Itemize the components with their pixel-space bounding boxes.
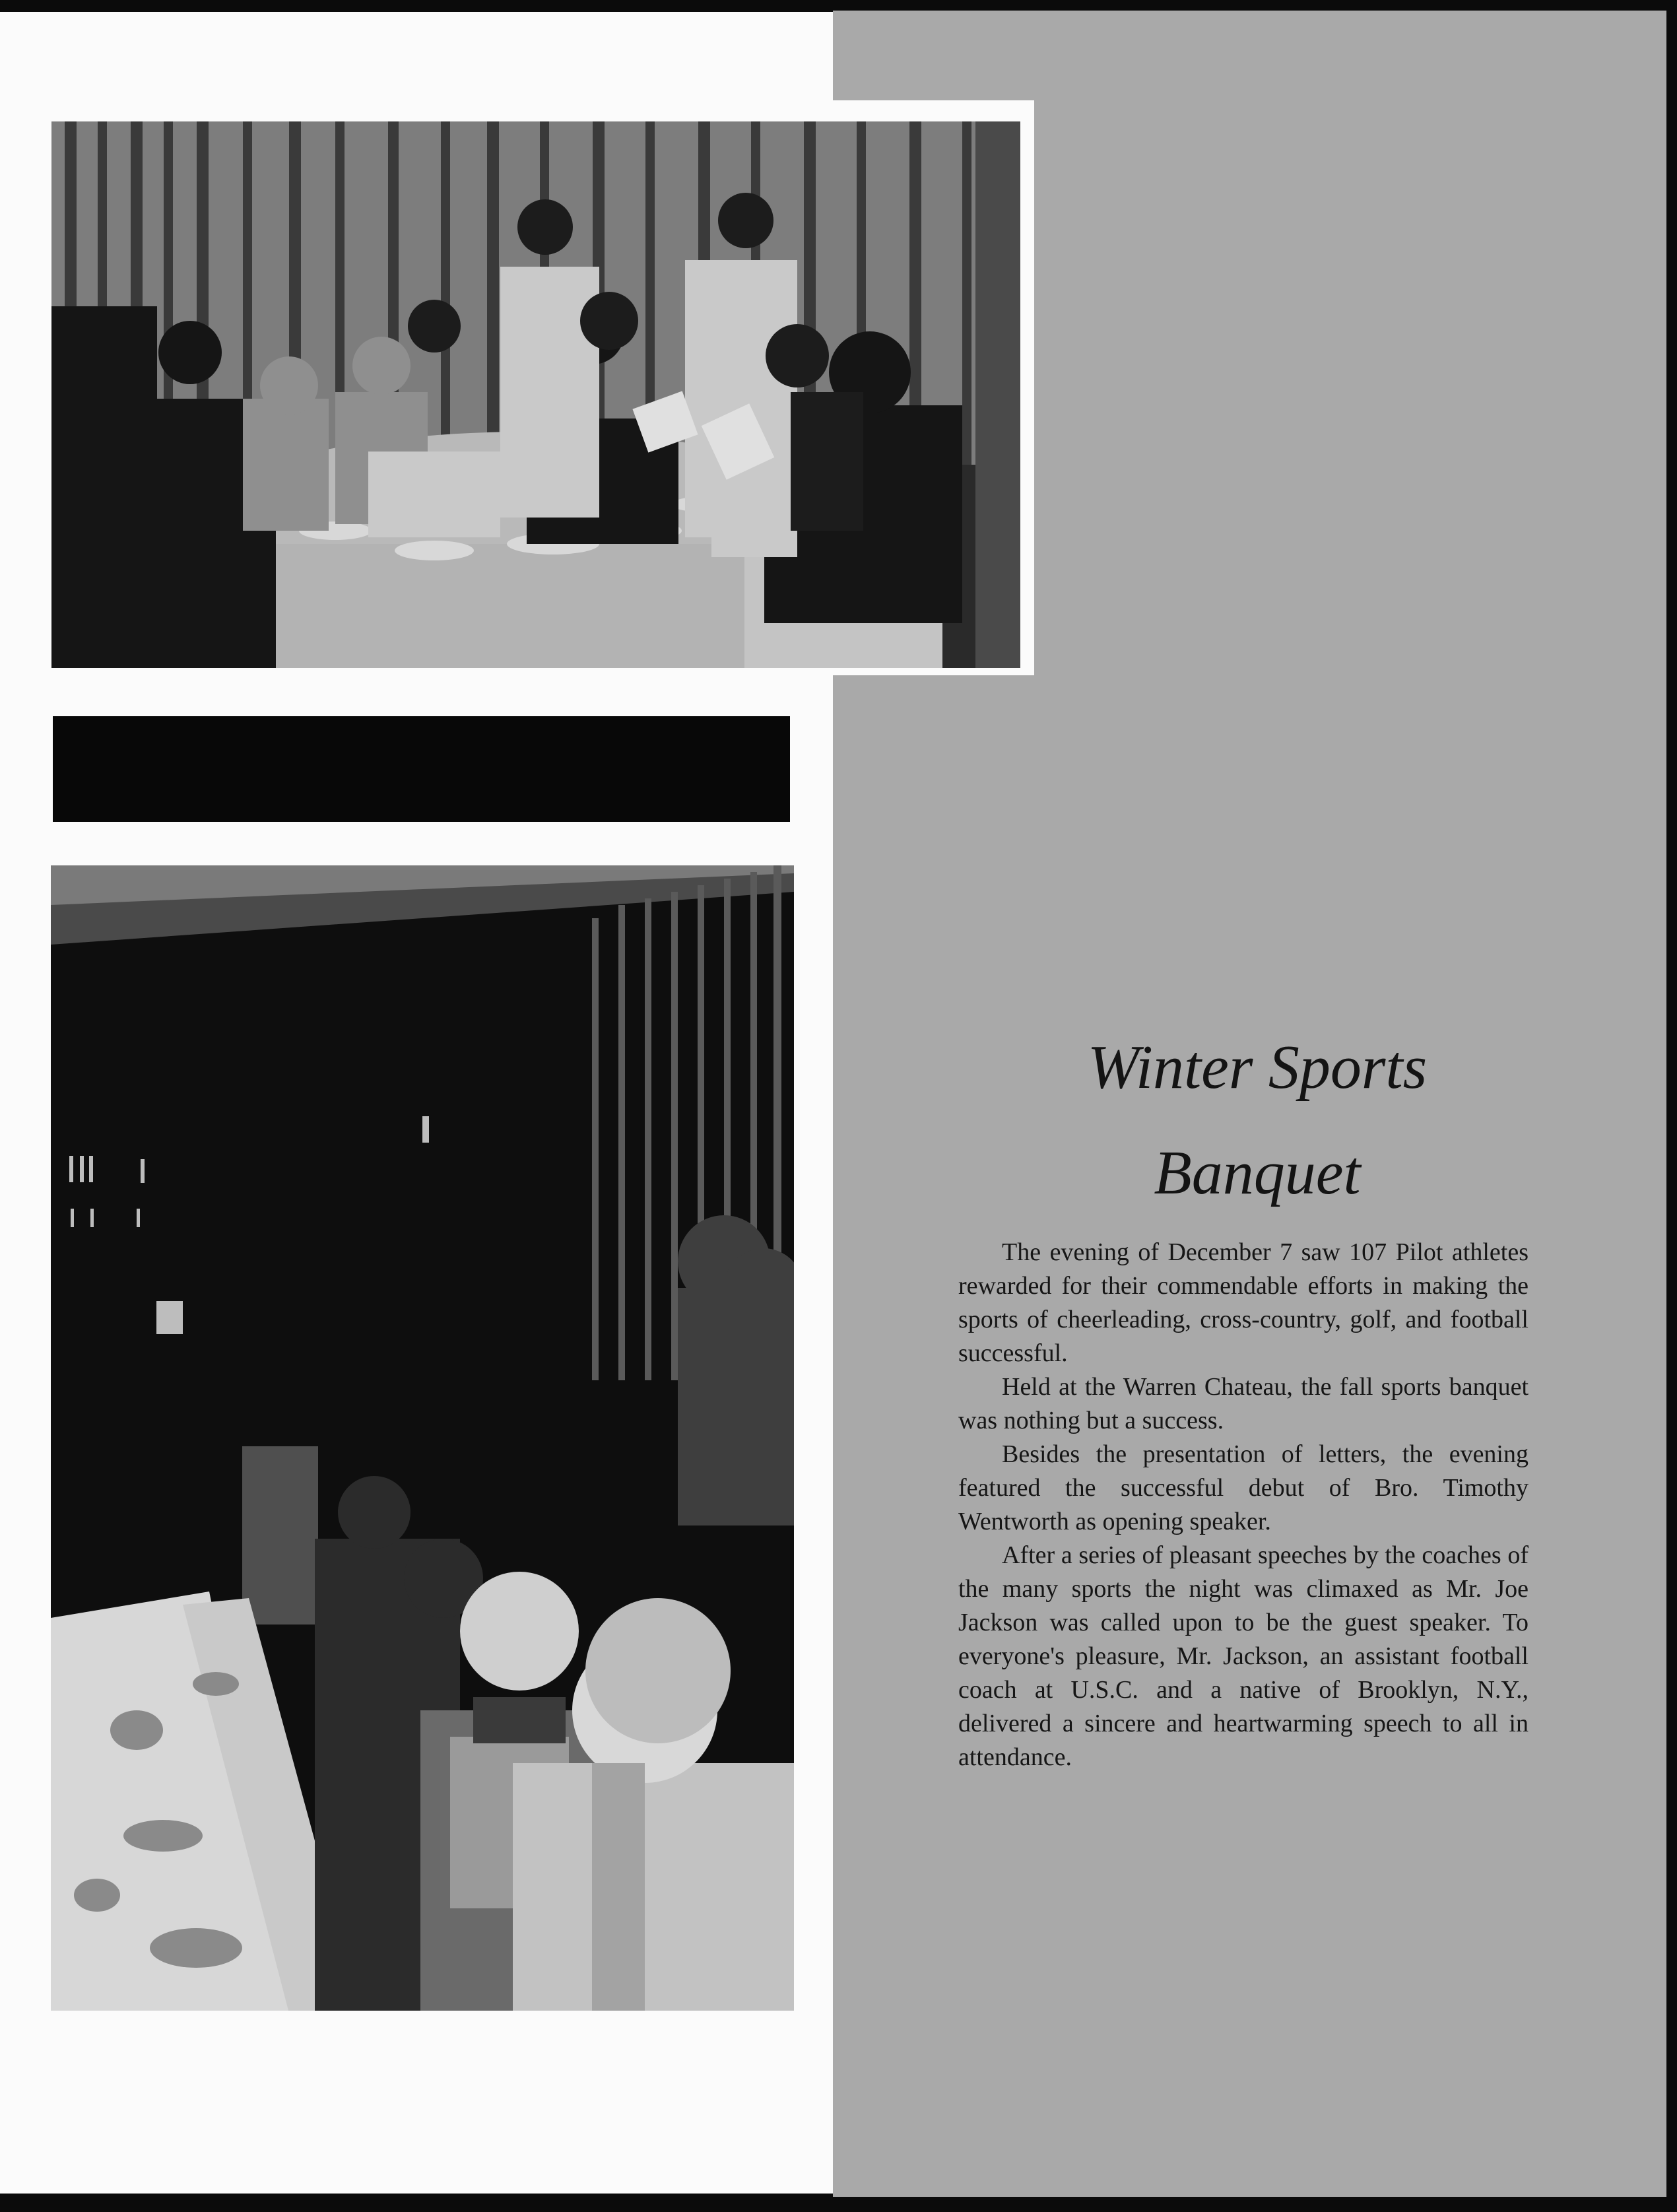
article-paragraph: Held at the Warren Chateau, the fall sports banquet was nothing but a success. — [958, 1373, 1529, 1434]
banquet-table-photo — [51, 121, 1020, 668]
article-paragraph: The evening of December 7 saw 107 Pilot athletes rewarded for their commendable efforts in making the sports of cheerleading, cross-country, golf, and football successful. — [958, 1238, 1529, 1367]
black-caption-bar — [53, 716, 790, 822]
article-title-line-2: Banquet — [1154, 1139, 1361, 1207]
article-paragraph: Besides the presentation of letters, the evening featured the successful debut of Bro. Timothy Wentworth as opening speaker. — [958, 1440, 1529, 1535]
article-paragraph: After a series of pleasant speeches by the coaches of the many sports the night was climaxed as Mr. Joe Jackson was called upon to be the guest speaker. To everyone's pleasure, Mr. Jackson, an assistant football coach at U.S.C. and a native of Brooklyn, N.Y., delivered a sincere and heartwarming speech to all in attendance. — [958, 1541, 1529, 1771]
banquet-hall-photo — [51, 865, 794, 2011]
article-body — [958, 1236, 1529, 1774]
article-title-line-1: Winter Sports — [1087, 1033, 1428, 1102]
